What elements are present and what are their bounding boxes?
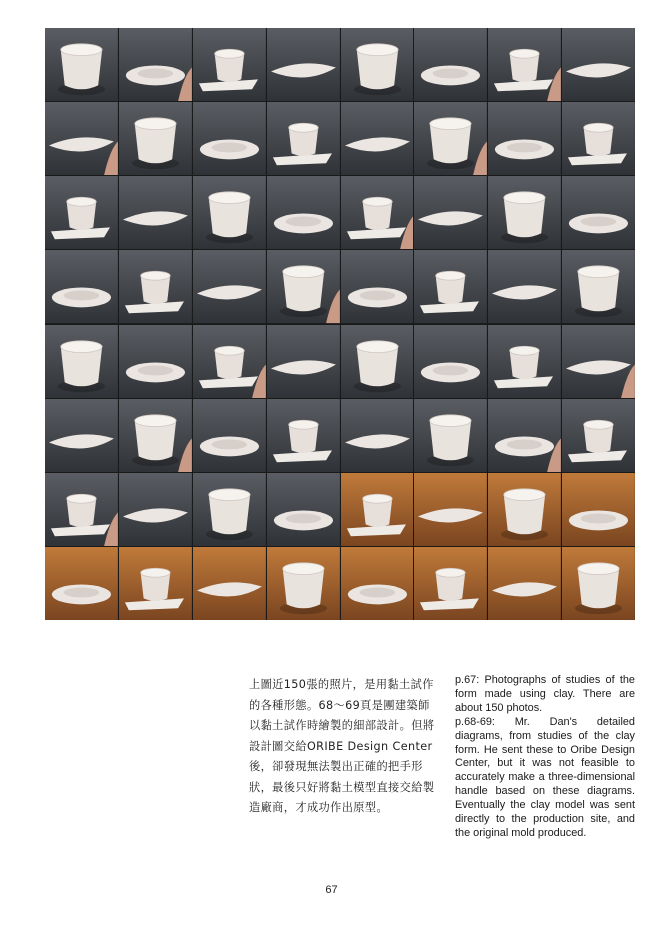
clay-study-photo: [562, 399, 635, 472]
clay-study-photo: [341, 325, 414, 398]
clay-study-photo: [414, 547, 487, 620]
clay-study-photo: [119, 250, 192, 323]
clay-study-photo: [488, 176, 561, 249]
clay-study-photo: [193, 325, 266, 398]
clay-study-photo: [562, 176, 635, 249]
clay-study-photo: [562, 250, 635, 323]
clay-study-photo: [341, 176, 414, 249]
clay-study-photo: [119, 102, 192, 175]
clay-study-photo: [119, 28, 192, 101]
clay-study-photo: [414, 28, 487, 101]
clay-study-photo: [267, 102, 340, 175]
clay-study-photo: [488, 325, 561, 398]
page-number: 67: [325, 884, 338, 896]
clay-study-photo: [562, 473, 635, 546]
clay-study-photo: [414, 473, 487, 546]
clay-study-photo: [119, 473, 192, 546]
caption-chinese: 上圖近150張的照片，是用黏土試作的各種形態。68～69頁是團建築師以黏土試作時繪製的細部設計。但將設計圖交給ORIBE Design Center後，卻發現無法製出正確的把手形狀，最後只好將黏土模型直接交給製造廠商，才成功作出原型。: [249, 678, 435, 814]
clay-study-photo: [193, 473, 266, 546]
clay-study-photo: [119, 176, 192, 249]
clay-study-photo: [341, 473, 414, 546]
clay-study-photo: [562, 547, 635, 620]
caption-english-p67: p.67: Photographs of studies of the form made using clay. There are about 150 photos.: [455, 674, 635, 714]
clay-study-photo: [193, 399, 266, 472]
clay-study-photo: [45, 250, 118, 323]
clay-study-photo: [341, 547, 414, 620]
clay-study-photo: [488, 473, 561, 546]
clay-study-photo: [193, 547, 266, 620]
clay-study-photo: [341, 102, 414, 175]
clay-study-photo: [488, 28, 561, 101]
clay-study-photo: [488, 547, 561, 620]
clay-study-photo: [45, 28, 118, 101]
clay-study-photo: [45, 325, 118, 398]
clay-study-photo: [45, 399, 118, 472]
clay-study-photo: [119, 547, 192, 620]
clay-study-photo: [562, 28, 635, 101]
clay-study-photo: [341, 399, 414, 472]
clay-study-photo: [341, 28, 414, 101]
clay-study-photo-grid: [45, 28, 635, 620]
clay-study-photo: [267, 28, 340, 101]
clay-study-photo: [267, 399, 340, 472]
clay-study-photo: [414, 176, 487, 249]
clay-study-photo: [267, 473, 340, 546]
clay-study-photo: [119, 399, 192, 472]
caption-english: [455, 674, 635, 841]
clay-study-photo: [193, 250, 266, 323]
clay-study-photo: [414, 102, 487, 175]
clay-study-photo: [45, 547, 118, 620]
clay-study-photo: [267, 325, 340, 398]
clay-study-photo: [45, 473, 118, 546]
caption-english-p68-69: p.68-69: Mr. Dan's detailed diagrams, from studies of the clay form. He sent these to Oribe Design Center, but it was not feasible to accurately make a three-dimensional handle based on these diagrams. Eventually the clay model was sent directly to the production site, and the original mold produced.: [455, 715, 635, 839]
clay-study-photo: [488, 399, 561, 472]
clay-study-photo: [562, 102, 635, 175]
clay-study-photo: [267, 176, 340, 249]
clay-study-photo: [193, 102, 266, 175]
clay-study-photo: [488, 250, 561, 323]
clay-study-photo: [45, 102, 118, 175]
clay-study-photo: [193, 176, 266, 249]
clay-study-photo: [341, 250, 414, 323]
clay-study-photo: [562, 325, 635, 398]
clay-study-photo: [119, 325, 192, 398]
clay-study-photo: [193, 28, 266, 101]
clay-study-photo: [488, 102, 561, 175]
clay-study-photo: [267, 547, 340, 620]
clay-study-photo: [45, 176, 118, 249]
clay-study-photo: [267, 250, 340, 323]
clay-study-photo: [414, 325, 487, 398]
clay-study-photo: [414, 399, 487, 472]
clay-study-photo: [414, 250, 487, 323]
